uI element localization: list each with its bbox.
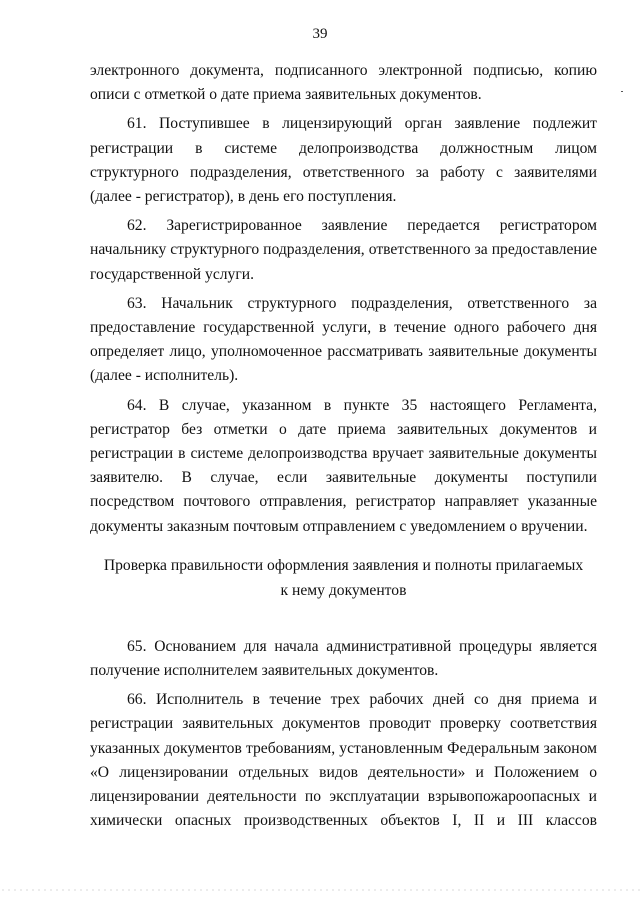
- section-heading-line-1: Проверка правильности оформления заявления и полноты прилагаемых: [103, 556, 584, 574]
- section-heading: [90, 553, 597, 603]
- page-number: 39: [312, 26, 328, 42]
- paragraph-62: 62. Зарегистрированное заявление передается регистратором начальнику структурного подразделения, ответственного за предоставление государственной услуги.: [90, 217, 597, 283]
- section-heading-line-2: к нему документов: [280, 581, 407, 599]
- scan-speck: [621, 91, 623, 92]
- scan-edge-noise: [0, 889, 640, 891]
- paragraph-65: 65. Основанием для начала административной процедуры является получение исполнителем заявительных документов.: [90, 637, 597, 680]
- paragraph-63: 63. Начальник структурного подразделения, ответственного за предоставление государственной услуги, в течение одного рабочего дня определяет лицо, уполномоченное рассматривать заявительные документы (далее - исполнитель).: [90, 294, 597, 385]
- paragraph-continuation: электронного документа, подписанного электронной подписью, копию описи с отметкой о дате приема заявительных документов.: [90, 62, 597, 104]
- paragraph-66: 66. Исполнитель в течение трех рабочих дней со дня приема и регистрации заявительных документов проводит проверку соответствия указанных документов требованиям, установленным Федеральным законом «О лицензировании отдельных видов деятельности» и Положением о лицензировании деятельности по эксплуатации взрывопожароопасных и химически опасных производственных объектов I, II и III классов: [90, 691, 597, 830]
- paragraph-61: 61. Поступившее в лицензирующий орган заявление подлежит регистрации в системе делопроизводства должностным лицом структурного подразделения, ответственного за работу с заявителями (далее - регистратор), в день его поступления.: [90, 115, 597, 206]
- document-body: [90, 59, 597, 838]
- paragraph-64: 64. В случае, указанном в пункте 35 настоящего Регламента, регистратор без отметки о дате приема заявительных документов и регистрации в системе делопроизводства вручает заявительные документы заявителю. В случае, если заявительные документы поступили посредством почтового отправления, регистратор направляет указанные документы заказным почтовым отправлением с уведомлением о вручении.: [90, 396, 597, 535]
